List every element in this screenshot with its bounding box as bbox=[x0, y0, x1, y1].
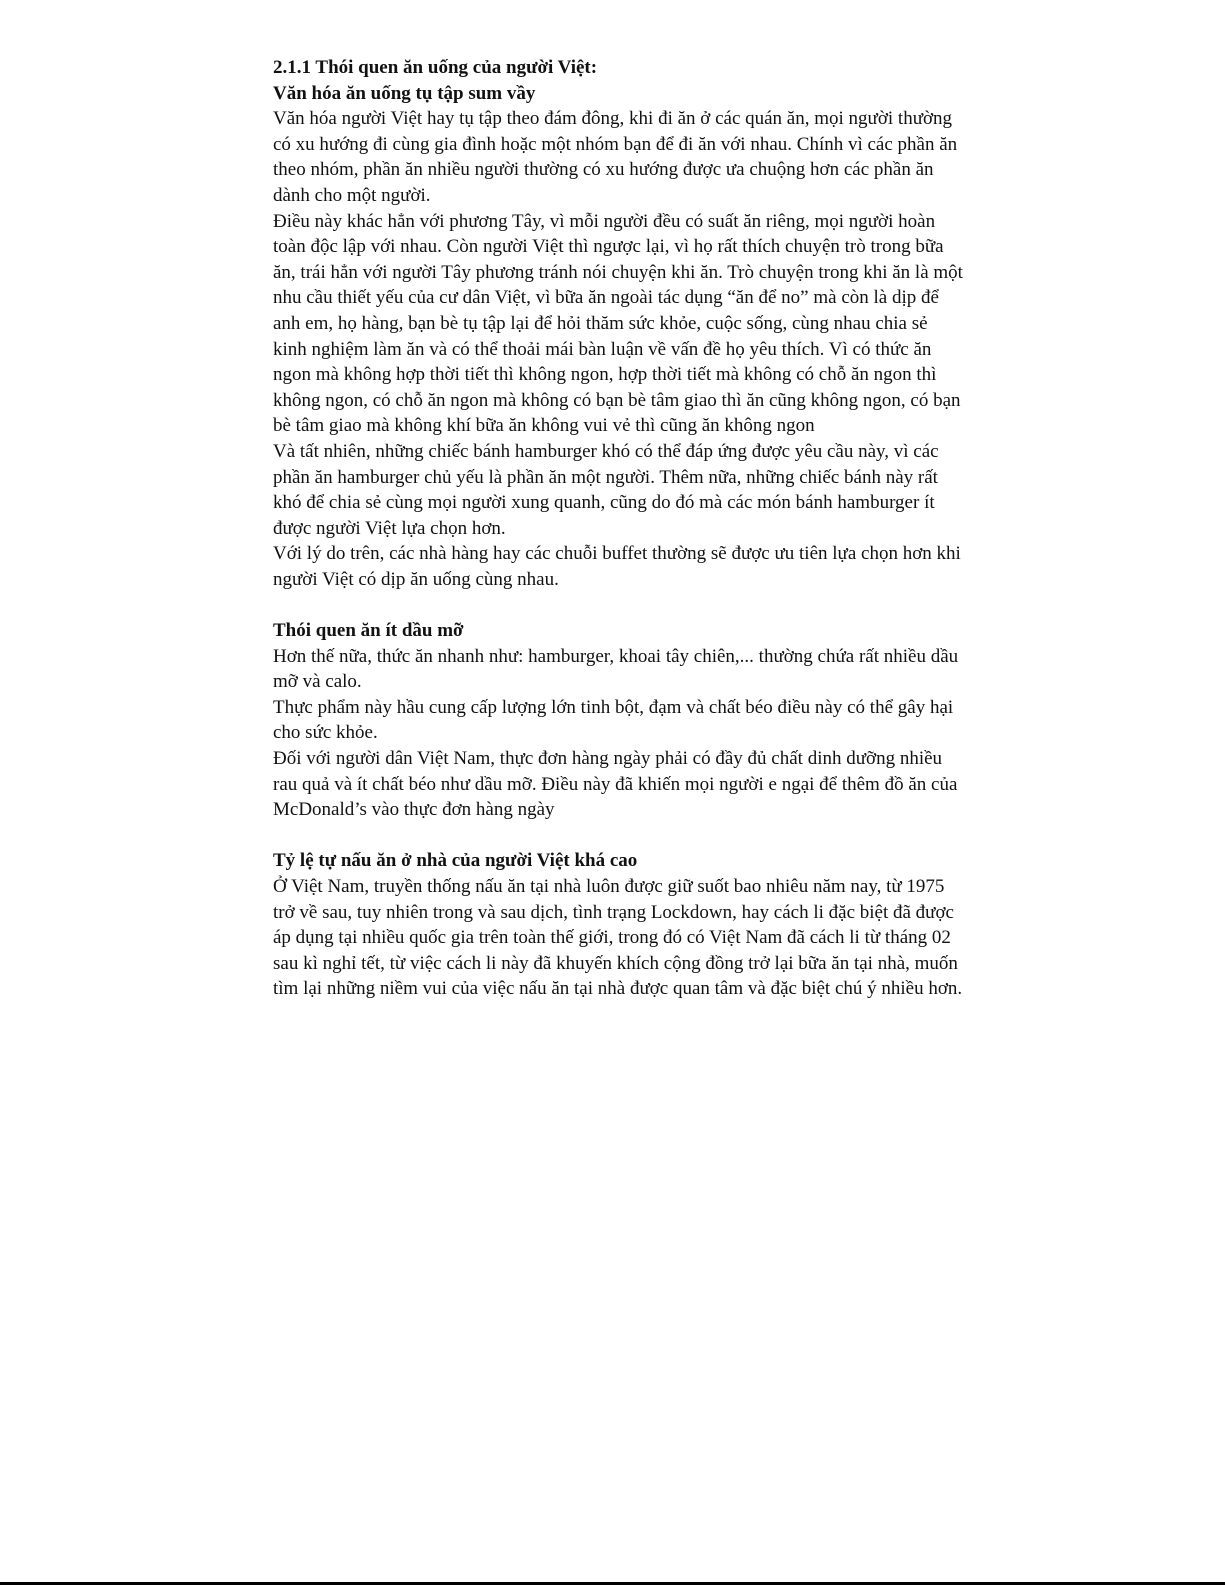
paragraph: Ở Việt Nam, truyền thống nấu ăn tại nhà luôn được giữ suốt bao nhiêu năm nay, từ 1975 trở về sau, tuy nhiên trong và sau dịch, tình trạng Lockdown, hay cách li đặc biệt đã được áp dụng tại nhiều quốc gia trên toàn thế giới, trong đó có Việt Nam đã cách li từ tháng 02 sau kì nghỉ tết, từ việc cách li này đã khuyến khích cộng đồng trở lại bữa ăn tại nhà, muốn tìm lại những niềm vui của việc nấu ăn tại nhà được quan tâm và đặc biệt chú ý nhiều hơn. bbox=[273, 876, 963, 1000]
paragraph: Và tất nhiên, những chiếc bánh hamburger khó có thể đáp ứng được yêu cầu này, vì các phần ăn hamburger chủ yếu là phần ăn một người. Thêm nữa, những chiếc bánh này rất khó để chia sẻ cùng mọi người xung quanh, cũng do đó mà các món bánh hamburger ít được người Việt lựa chọn hơn. bbox=[273, 440, 939, 539]
subsection-heading-home-cooking: Tỷ lệ tự nấu ăn ở nhà của người Việt khá cao bbox=[273, 850, 638, 872]
paragraph: Đối với người dân Việt Nam, thực đơn hàng ngày phải có đầy đủ chất dinh dưỡng nhiều rau quả và ít chất béo như dầu mỡ. Điều này đã khiến mọi người e ngại để thêm đồ ăn của McDonald’s vào thực đơn hàng ngày bbox=[273, 748, 958, 821]
paragraph: Thực phẩm này hầu cung cấp lượng lớn tinh bột, đạm và chất béo điều này có thể gây hại cho sức khỏe. bbox=[273, 696, 954, 744]
paragraph-spacer bbox=[273, 592, 963, 618]
paragraph: Điều này khác hẳn với phương Tây, vì mỗi người đều có suất ăn riêng, mọi người hoàn toàn độc lập với nhau. Còn người Việt thì ngược lại, vì họ rất thích chuyện trò trong bữa ăn, trái hẳn với người Tây phương tránh nói chuyện khi ăn. Trò chuyện trong khi ăn là một nhu cầu thiết yếu của cư dân Việt, vì bữa ăn ngoài tác dụng “ăn để no” mà còn là dịp để anh em, họ hàng, bạn bè tụ tập lại để hỏi thăm sức khỏe, cuộc sống, cùng nhau chia sẻ kinh nghiệm làm ăn và có thể thoải mái bàn luận về vấn đề họ yêu thích. Vì có thức ăn ngon mà không hợp thời tiết thì không ngon, hợp thời tiết mà không có chỗ ăn ngon thì không ngon, có chỗ ăn ngon mà không có bạn bè tâm giao thì ăn cũng không ngon, có bạn bè tâm giao mà không khí bữa ăn không vui vẻ thì cũng ăn không ngon bbox=[273, 210, 963, 437]
document-body bbox=[273, 55, 963, 1002]
subsection-heading-group-dining: Văn hóa ăn uống tụ tập sum vầy bbox=[273, 82, 536, 104]
paragraph: Văn hóa người Việt hay tụ tập theo đám đông, khi đi ăn ở các quán ăn, mọi người thường có xu hướng đi cùng gia đình hoặc một nhóm bạn để đi ăn với nhau. Chính vì các phần ăn theo nhóm, phần ăn nhiều người thường có xu hướng được ưa chuộng hơn các phần ăn dành cho một người. bbox=[273, 108, 958, 206]
paragraph: Hơn thế nữa, thức ăn nhanh như: hamburger, khoai tây chiên,... thường chứa rất nhiều dầu mỡ và calo. bbox=[273, 645, 959, 693]
paragraph: Với lý do trên, các nhà hàng hay các chuỗi buffet thường sẽ được ưu tiên lựa chọn hơn khi người Việt có dịp ăn uống cùng nhau. bbox=[273, 543, 961, 590]
section-title: 2.1.1 Thói quen ăn uống của người Việt: bbox=[273, 57, 598, 78]
subsection-heading-low-fat: Thói quen ăn ít dầu mỡ bbox=[273, 620, 464, 642]
paragraph-spacer bbox=[273, 823, 963, 849]
